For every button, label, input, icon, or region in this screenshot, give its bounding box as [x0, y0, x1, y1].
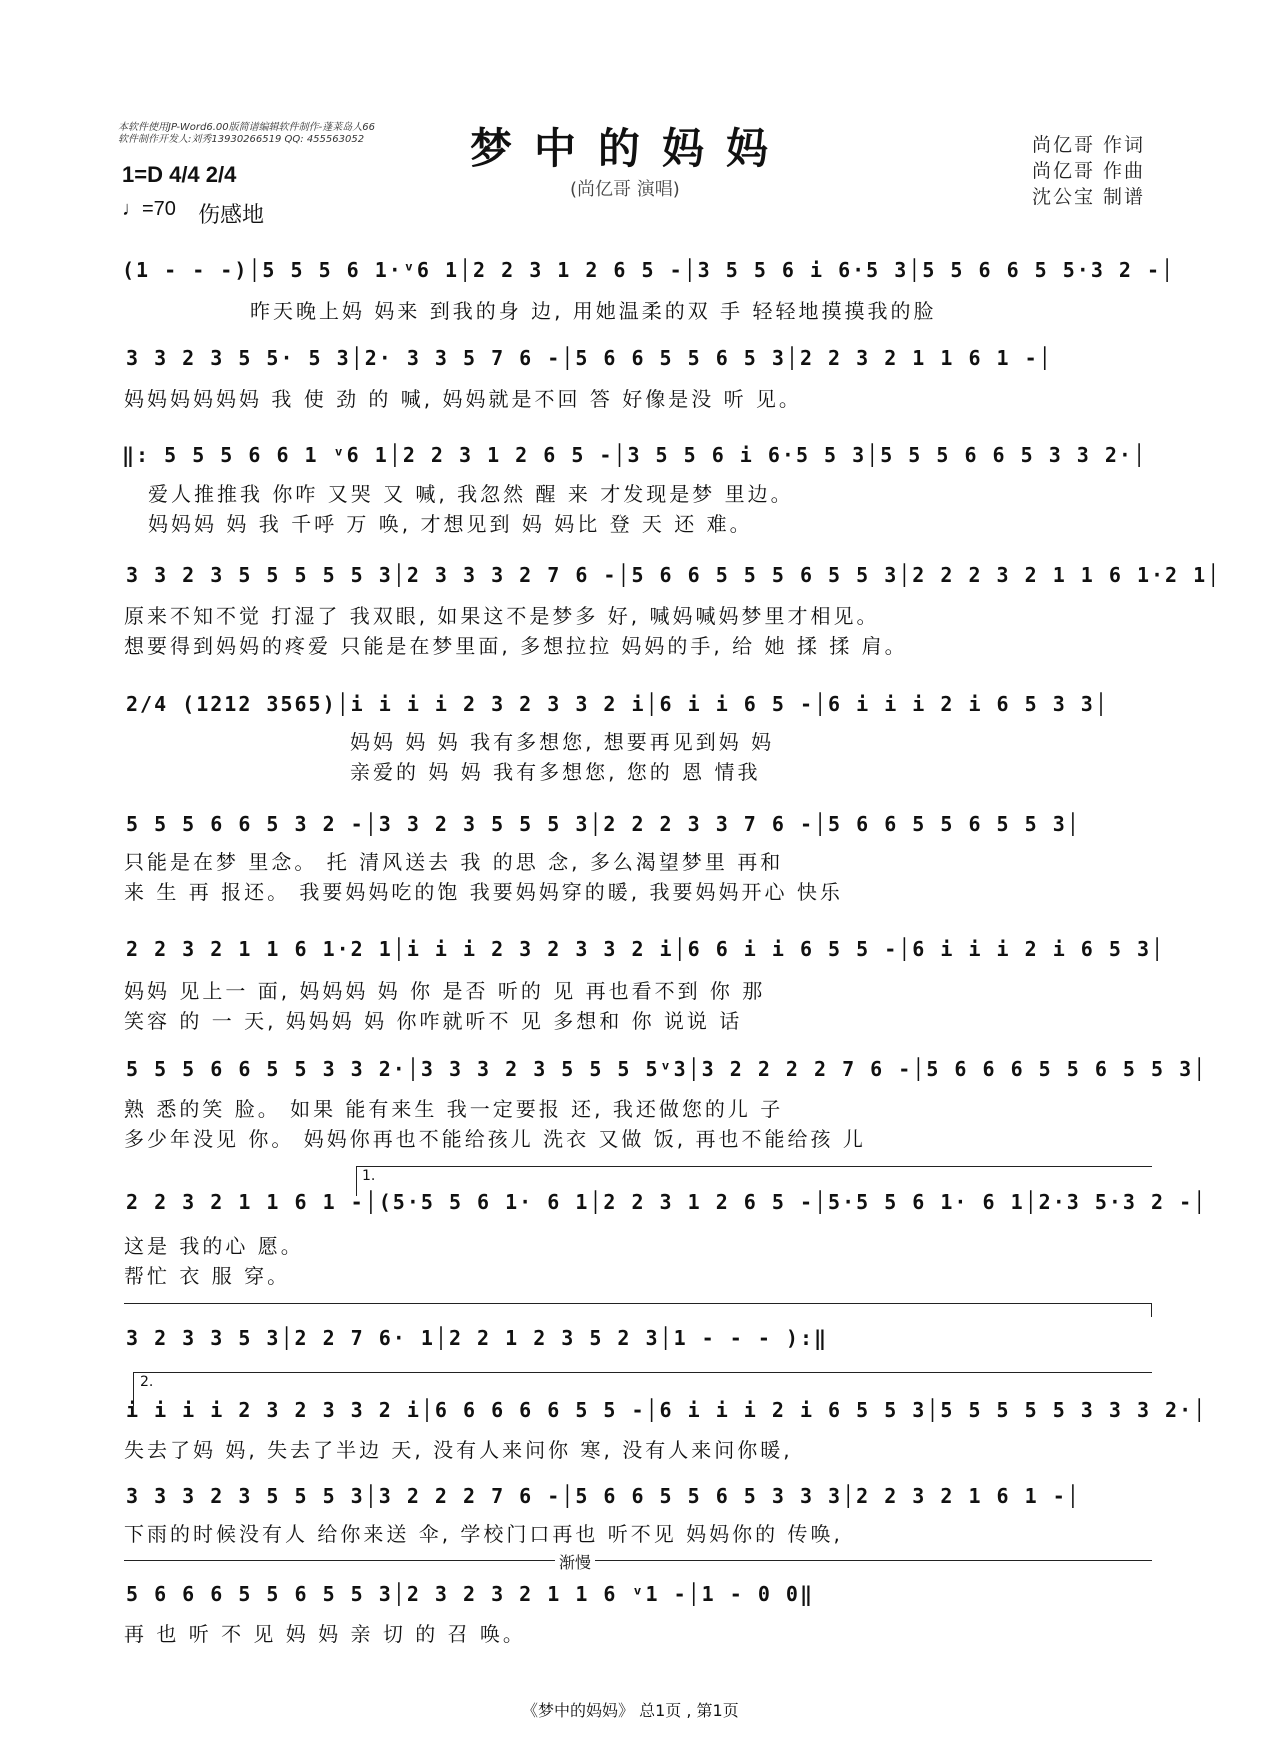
page-footer: 《梦中的妈妈》 总1页 , 第1页: [522, 1701, 739, 1720]
notes-row-7: 2 2 3 2 1 1 6 1·2 1│i i i 2 3 2 3 3 2 i│6 6 i i 6 5 5 -│6 i i i 2 i 6 5 3│: [126, 937, 1166, 961]
notes-row-11: i i i i 2 3 2 3 3 2 i│6 6 6 6 6 5 5 -│6 i i i 2 i 6 5 5 3│5 5 5 5 5 3 3 3 2·│: [126, 1398, 1208, 1422]
continuation-line: [124, 1303, 1152, 1304]
lyrics-row-6a: 只能是在梦 里念。 托 清风送去 我 的思 念, 多么渴望梦里 再和: [124, 850, 784, 874]
lyrics-row-3b: 妈妈妈 妈 我 千呼 万 唤, 才想见到 妈 妈比 登 天 还 难。: [148, 512, 753, 536]
key-signature: 1=D 4/4 2/4: [122, 162, 237, 187]
notes-row-5: 2/4 (1212 3565)│i i i i 2 3 2 3 3 2 i│6 i i 6 5 -│6 i i i 2 i 6 5 3 3│: [126, 692, 1109, 716]
lyrics-row-5a: 妈妈 妈 妈 我有多想您, 想要再见到妈 妈: [350, 730, 775, 754]
credit-score: 沈公宝 制谱: [1032, 186, 1146, 208]
continuation-line-end: [1151, 1303, 1152, 1317]
notes-row-12: 3 3 3 2 3 5 5 5 3│3 2 2 2 7 6 -│5 6 6 5 5 6 5 3 3 3│2 2 3 2 1 6 1 -│: [126, 1484, 1081, 1508]
lyrics-row-12: 下雨的时候没有人 给你来送 伞, 学校门口再也 听不见 妈妈你的 传唤,: [124, 1522, 843, 1546]
notes-row-3: ‖: 5 5 5 6 6 1 ᵛ6 1│2 2 3 1 2 6 5 -│3 5 5 6 i 6·5 5 3│5 5 5 6 6 5 3 3 2·│: [122, 443, 1147, 467]
lyrics-row-7b: 笑容 的 一 天, 妈妈妈 妈 你咋就听不 见 多想和 你 说说 话: [124, 1009, 743, 1033]
lyrics-row-5b: 亲爱的 妈 妈 我有多想您, 您的 恩 情我: [350, 760, 761, 784]
lyrics-row-3a: 爱人推推我 你咋 又哭 又 喊, 我忽然 醒 来 才发现是梦 里边。: [148, 482, 794, 506]
software-note-line2: 软件制作开发人:刘秀13930266519 QQ: 455563052: [118, 134, 365, 145]
lyrics-row-1: 昨天晚上妈 妈来 到我的身 边, 用她温柔的双 手 轻轻地摸摸我的脸: [250, 299, 937, 323]
notes-row-9: 2 2 3 2 1 1 6 1 -│(5·5 5 6 1· 6 1│2 2 3 1 2 6 5 -│5·5 5 6 1· 6 1│2·3 5·3 2 -│: [126, 1190, 1208, 1214]
lyrics-row-8a: 熟 悉的笑 脸。 如果 能有来生 我一定要报 还, 我还做您的儿 子: [124, 1097, 784, 1121]
notes-row-1: (1 - - -)│5 5 5 6 1·ᵛ6 1│2 2 3 1 2 6 5 -│3 5 5 6 i 6·5 3│5 5 6 6 5 5·3 2 -│: [122, 258, 1176, 282]
lyrics-row-11: 失去了妈 妈, 失去了半边 天, 没有人来问你 寒, 没有人来问你暖,: [124, 1438, 793, 1462]
singer-note: (尚亿哥 演唱): [570, 179, 680, 200]
lyrics-row-4a: 原来不知不觉 打湿了 我双眼, 如果这不是梦多 好, 喊妈喊妈梦里才相见。: [124, 604, 880, 628]
tempo-mark: ♩=70: [122, 198, 176, 220]
lyrics-row-9a: 这是 我的心 愿。: [124, 1234, 304, 1258]
first-ending-bracket-top: [356, 1166, 1152, 1167]
rit-line: [124, 1560, 1152, 1561]
lyrics-row-9b: 帮忙 衣 服 穿。: [124, 1264, 291, 1288]
lyrics-row-8b: 多少年没见 你。 妈妈你再也不能给孩儿 洗衣 又做 饭, 再也不能给孩 儿: [124, 1127, 866, 1151]
notes-row-8: 5 5 5 6 6 5 5 3 3 2·│3 3 3 2 3 5 5 5 5ᵛ3│3 2 2 2 2 7 6 -│5 6 6 6 5 5 6 5 5 3│: [126, 1057, 1208, 1081]
first-ending-label: 1.: [362, 1168, 376, 1184]
expression-mark: 伤感地: [198, 202, 265, 227]
notes-row-10: 3 2 3 3 5 3│2 2 7 6· 1│2 2 1 2 3 5 2 3│1 - - - ):‖: [126, 1326, 829, 1350]
lyrics-row-4b: 想要得到妈妈的疼爱 只能是在梦里面, 多想拉拉 妈妈的手, 给 她 揉 揉 肩。: [124, 634, 908, 658]
notes-row-4: 3 3 2 3 5 5 5 5 5 3│2 3 3 3 2 7 6 -│5 6 6 5 5 5 6 5 5 3│2 2 2 3 2 1 1 6 1·2 1│: [126, 563, 1222, 587]
software-note-line1: 本软件使用JP-Word6.00版简谱编辑软件制作-蓬莱岛人66: [118, 122, 375, 133]
notes-row-2: 3 3 2 3 5 5· 5 3│2· 3 3 5 7 6 -│5 6 6 5 5 6 5 3│2 2 3 2 1 1 6 1 -│: [126, 346, 1053, 370]
lyrics-row-7a: 妈妈 见上一 面, 妈妈妈 妈 你 是否 听的 见 再也看不到 你 那: [124, 979, 766, 1003]
notes-row-6: 5 5 5 6 6 5 3 2 -│3 3 2 3 5 5 5 3│2 2 2 3 3 7 6 -│5 6 6 5 5 6 5 5 3│: [126, 812, 1081, 836]
credit-lyrics: 尚亿哥 作词: [1032, 134, 1146, 156]
second-ending-bracket-top: [133, 1372, 1152, 1373]
song-title: 梦中的妈妈: [470, 124, 791, 173]
second-ending-label: 2.: [140, 1374, 154, 1390]
lyrics-row-13: 再 也 听 不 见 妈 妈 亲 切 的 召 唤。: [124, 1622, 526, 1646]
notes-row-13: 5 6 6 6 5 5 6 5 5 3│2 3 2 3 2 1 1 6 ᵛ1 -│1 - 0 0‖: [126, 1582, 815, 1606]
lyrics-row-2: 妈妈妈妈妈妈 我 使 劲 的 喊, 妈妈就是不回 答 好像是没 听 见。: [124, 387, 802, 411]
tempo-change-mark: 渐慢: [555, 1550, 595, 1573]
lyrics-row-6b: 来 生 再 报还。 我要妈妈吃的饱 我要妈妈穿的暖, 我要妈妈开心 快乐: [124, 880, 843, 904]
credit-music: 尚亿哥 作曲: [1032, 160, 1146, 182]
